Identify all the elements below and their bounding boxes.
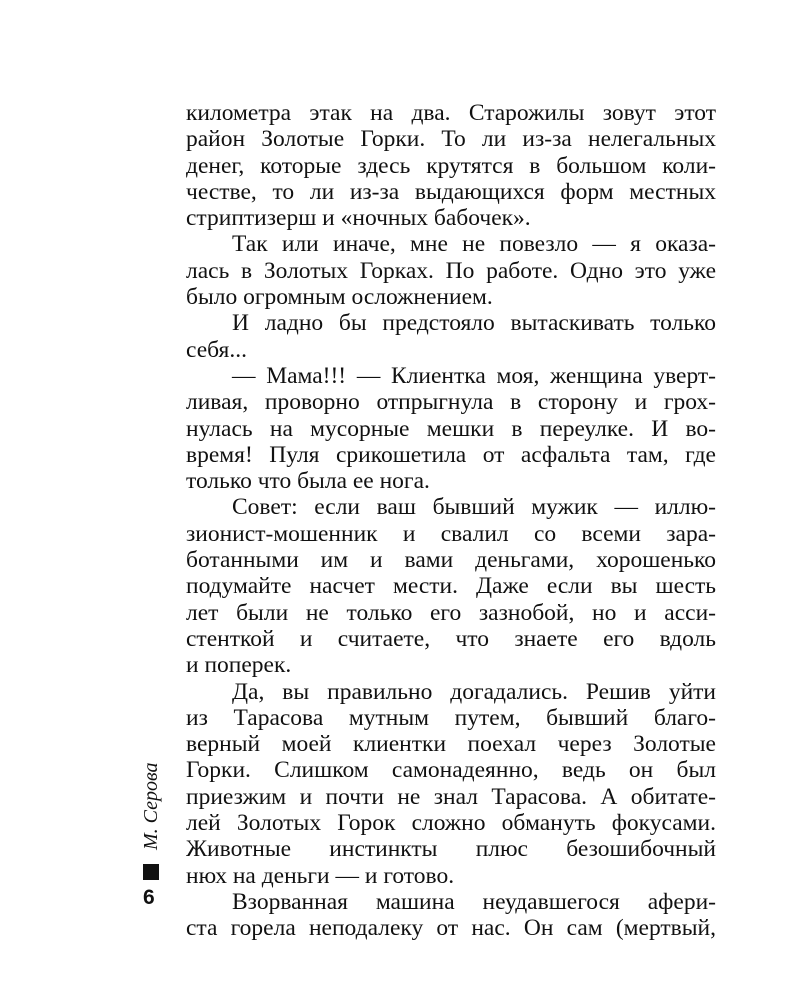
running-author: М. Серова <box>140 762 162 850</box>
text-line: — Мама!!! — Клиентка моя, женщина уверт- <box>232 362 716 389</box>
text-line: И ладно бы предстояло вытаскивать только <box>232 310 716 337</box>
text-line: только что была ее нога. <box>186 468 430 495</box>
text-line: стриптизерш и «ночных бабочек». <box>186 205 531 232</box>
text-line: ста горела неподалеку от нас. Он сам (мертвый, <box>186 915 716 942</box>
text-line: время! Пуля срикошетила от асфальта там, где <box>186 441 716 468</box>
text-line: нулась на мусорные мешки в переулке. И во- <box>186 415 716 442</box>
text-line: денег, которые здесь крутятся в большом коли- <box>186 152 716 179</box>
text-line: ливая, проворно отпрыгнула в сторону и грох- <box>186 389 716 416</box>
text-line: лет были не только его зазнобой, но и асси- <box>186 599 716 626</box>
text-line: зионист-мошенник и свалил со всеми зара- <box>186 520 716 547</box>
text-line: Горки. Слишком самонадеянно, ведь он был <box>186 757 716 784</box>
text-line: лась в Золотых Горках. По работе. Одно это уже <box>186 257 716 284</box>
text-line: ботанными им и вами деньгами, хорошенько <box>186 547 716 574</box>
text-line: было огромным осложнением. <box>186 284 493 311</box>
page-number: 6 <box>143 886 155 909</box>
text-line: себя... <box>186 336 247 363</box>
text-line: Животные инстинкты плюс безошибочный <box>186 836 716 863</box>
text-line: нюх на деньги — и готово. <box>186 862 455 889</box>
text-line: и поперек. <box>186 652 292 679</box>
text-line: честве, то ли из-за выдающихся форм местных <box>186 178 716 205</box>
text-line: район Золотые Горки. То ли из-за нелегальных <box>186 126 716 153</box>
text-line: верный моей клиентки поехал через Золотые <box>186 731 716 758</box>
text-line: из Тарасова мутным путем, бывший благо- <box>186 704 716 731</box>
text-line: Да, вы правильно догадались. Решив уйти <box>232 678 716 705</box>
text-line: приезжим и почти не знал Тарасова. А обитате- <box>186 783 716 810</box>
text-line: стенткой и считаете, что знаете его вдоль <box>186 625 716 652</box>
text-line: лей Золотых Горок сложно обмануть фокусами. <box>186 810 716 837</box>
text-line: Взорванная машина неудавшегося афери- <box>232 888 716 915</box>
body-text <box>186 100 716 942</box>
page-marker-square <box>143 864 159 880</box>
text-line: километра этак на два. Старожилы зовут этот <box>186 100 716 126</box>
text-line: подумайте насчет мести. Даже если вы шесть <box>186 573 716 600</box>
text-line: Так или иначе, мне не повезло — я оказа- <box>232 231 716 258</box>
text-line: Совет: если ваш бывший мужик — иллю- <box>232 494 716 521</box>
